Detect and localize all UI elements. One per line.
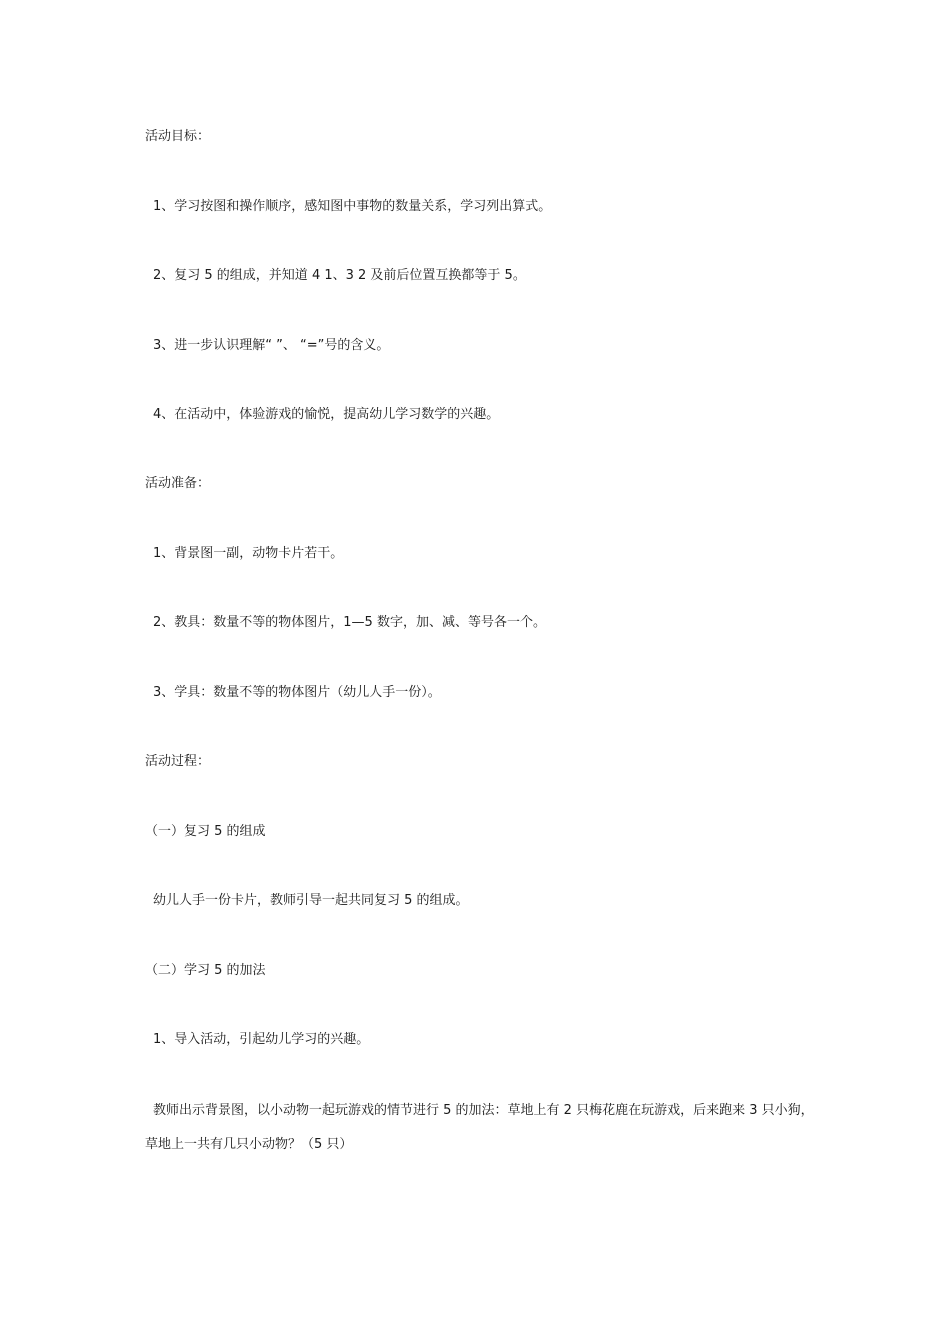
section-title-2: （二）学习 5 的加法 — [145, 963, 266, 978]
goal-item-4: 4、在活动中，体验游戏的愉悦，提高幼儿学习数学的兴趣。 — [153, 407, 500, 422]
heading-activity-goals: 活动目标： — [145, 129, 211, 144]
goal-item-3: 3、进一步认识理解“ ”、 “=”号的含义。 — [153, 338, 390, 353]
section-title-1: （一）复习 5 的组成 — [145, 824, 266, 839]
goal-item-1: 1、学习按图和操作顺序，感知图中事物的数量关系，学习列出算式。 — [153, 199, 552, 214]
prep-item-2: 2、教具：数量不等的物体图片，1—5 数字，加、减、等号各一个。 — [153, 615, 546, 630]
prep-item-3: 3、学具：数量不等的物体图片（幼儿人手一份）。 — [153, 685, 441, 700]
heading-activity-process: 活动过程： — [145, 754, 211, 769]
section-1-text: 幼儿人手一份卡片，教师引导一起共同复习 5 的组成。 — [153, 893, 469, 908]
heading-activity-prep: 活动准备： — [145, 476, 211, 491]
goal-item-2: 2、复习 5 的组成，并知道 4 1、3 2 及前后位置互换都等于 5。 — [153, 268, 526, 283]
section-2-paragraph: 教师出示背景图，以小动物一起玩游戏的情节进行 5 的加法：草地上有 2 只梅花鹿在玩游戏，后来跑来 3 只小狗，草地上一共有几只小动物？（5 只） — [145, 1103, 814, 1152]
prep-item-1: 1、背景图一副，动物卡片若干。 — [153, 546, 344, 561]
section-2-item-1: 1、导入活动，引起幼儿学习的兴趣。 — [153, 1032, 370, 1047]
